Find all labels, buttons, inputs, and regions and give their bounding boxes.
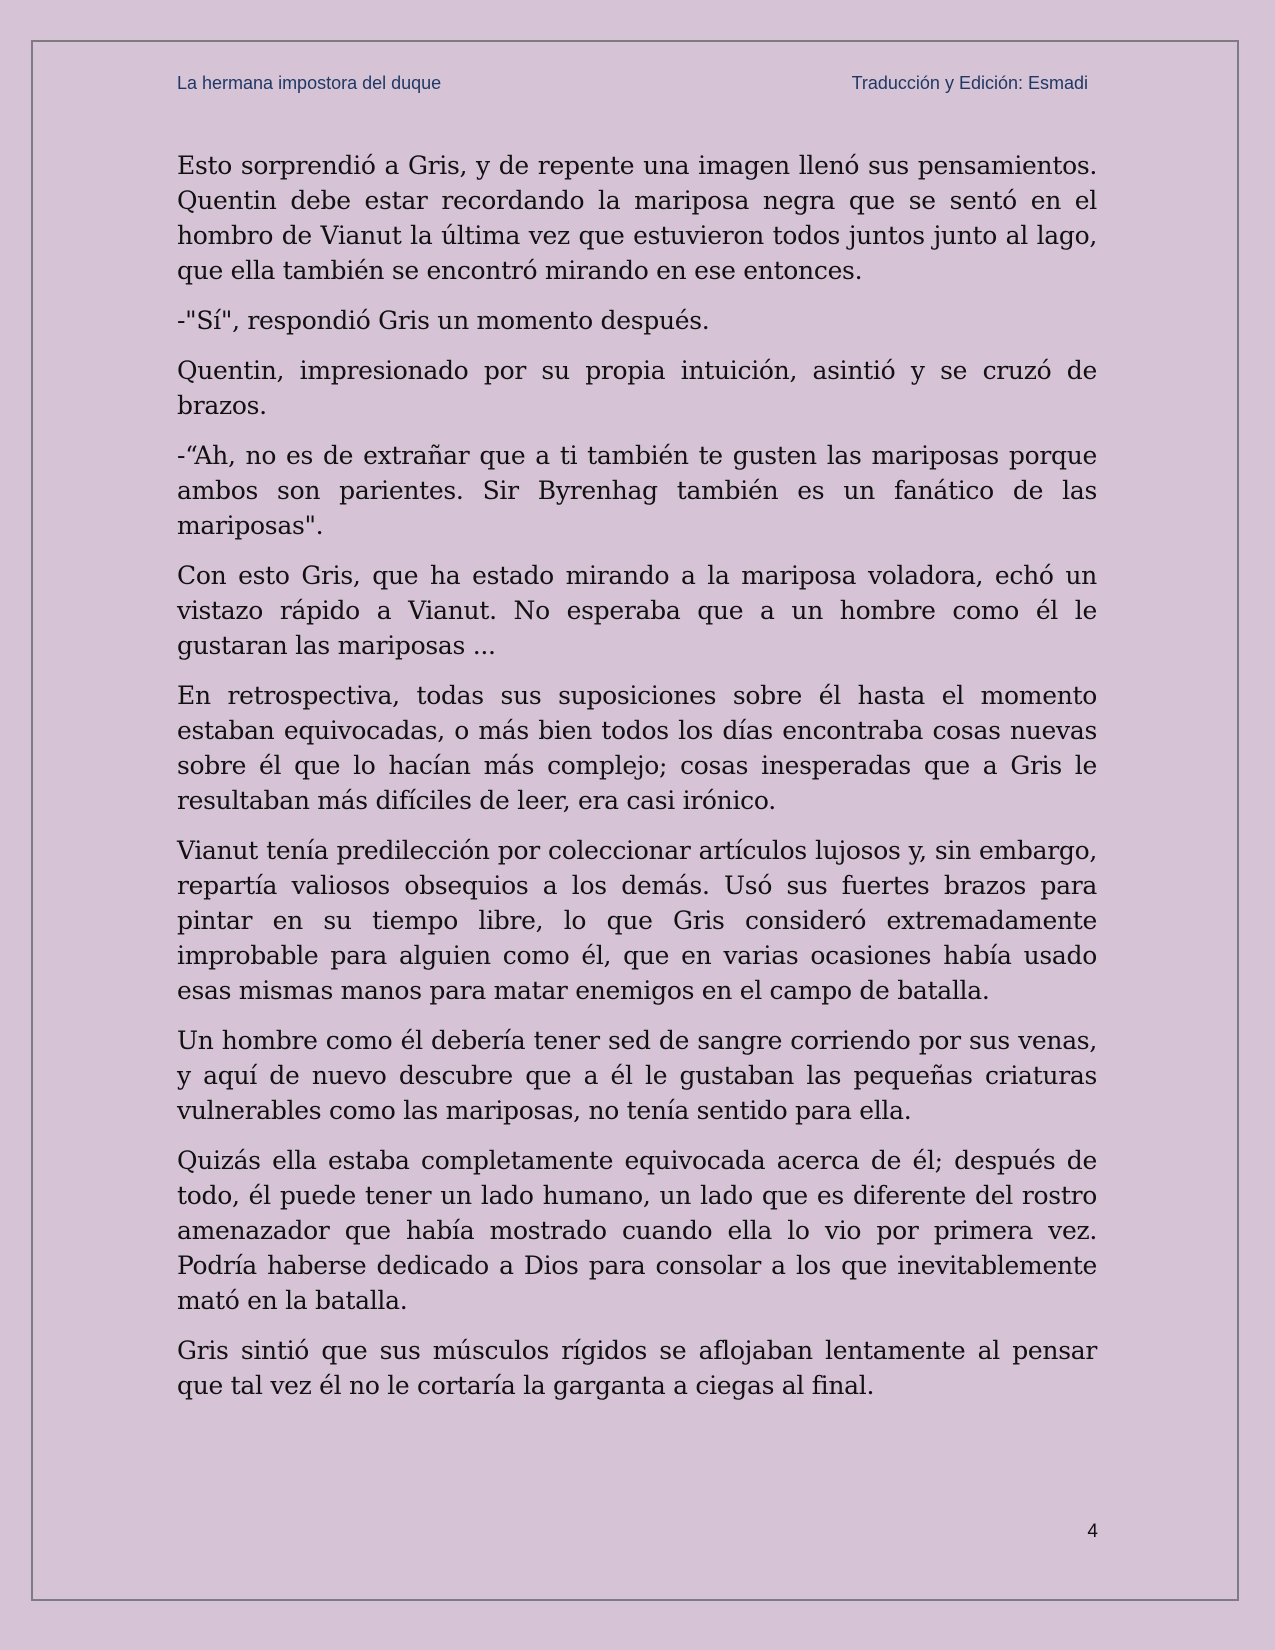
paragraph: Quizás ella estaba completamente equivocada acerca de él; después de todo, él puede tener un lado humano, un lado que es diferente del rostro amenazador que había mostrado cuando ella lo vio por primera vez. Podría haberse dedicado a Dios para consolar a los que inevitablemente mató en la batalla. xyxy=(177,1146,1097,1315)
paragraph: Vianut tenía predilección por coleccionar artículos lujosos y, sin embargo, repartía valiosos obsequios a los demás. Usó sus fuertes brazos para pintar en su tiempo libre, lo que Gris consideró extremadamente improbable para alguien como él, que en varias ocasiones había usado esas mismas manos para matar enemigos en el campo de batalla. xyxy=(177,836,1097,1005)
paragraph: -"Sí", respondió Gris un momento después. xyxy=(177,306,710,335)
page-header xyxy=(177,73,1088,99)
paragraph: En retrospectiva, todas sus suposiciones sobre él hasta el momento estaban equivocadas, o más bien todos los días encontraba cosas nuevas sobre él que lo hacían más complejo; cosas inesperadas que a Gris le resultaban más difíciles de leer, era casi irónico. xyxy=(177,681,1097,815)
paragraph: Un hombre como él debería tener sed de sangre corriendo por sus venas, y aquí de nuevo descubre que a él le gustaban las pequeñas criaturas vulnerables como las mariposas, no tenía sentido para ella. xyxy=(177,1026,1097,1125)
page-body xyxy=(177,148,1097,1418)
translation-credits: Traducción y Edición: Esmadi xyxy=(851,73,1088,93)
paragraph: Gris sintió que sus músculos rígidos se aflojaban lentamente al pensar que tal vez él no le cortaría la garganta a ciegas al final. xyxy=(177,1336,1097,1400)
paragraph: Con esto Gris, que ha estado mirando a la mariposa voladora, echó un vistazo rápido a Vianut. No esperaba que a un hombre como él le gustaran las mariposas ... xyxy=(177,561,1097,660)
page-number: 4 xyxy=(1087,1521,1098,1542)
paragraph: Quentin, impresionado por su propia intuición, asintió y se cruzó de brazos. xyxy=(177,356,1097,420)
book-title: La hermana impostora del duque xyxy=(177,73,442,93)
paragraph: Esto sorprendió a Gris, y de repente una imagen llenó sus pensamientos. Quentin debe estar recordando la mariposa negra que se sentó en el hombro de Vianut la última vez que estuvieron todos juntos junto al lago, que ella también se encontró mirando en ese entonces. xyxy=(177,151,1097,285)
paragraph: -“Ah, no es de extrañar que a ti también te gusten las mariposas porque ambos son parientes. Sir Byrenhag también es un fanático de las mariposas". xyxy=(177,441,1097,540)
